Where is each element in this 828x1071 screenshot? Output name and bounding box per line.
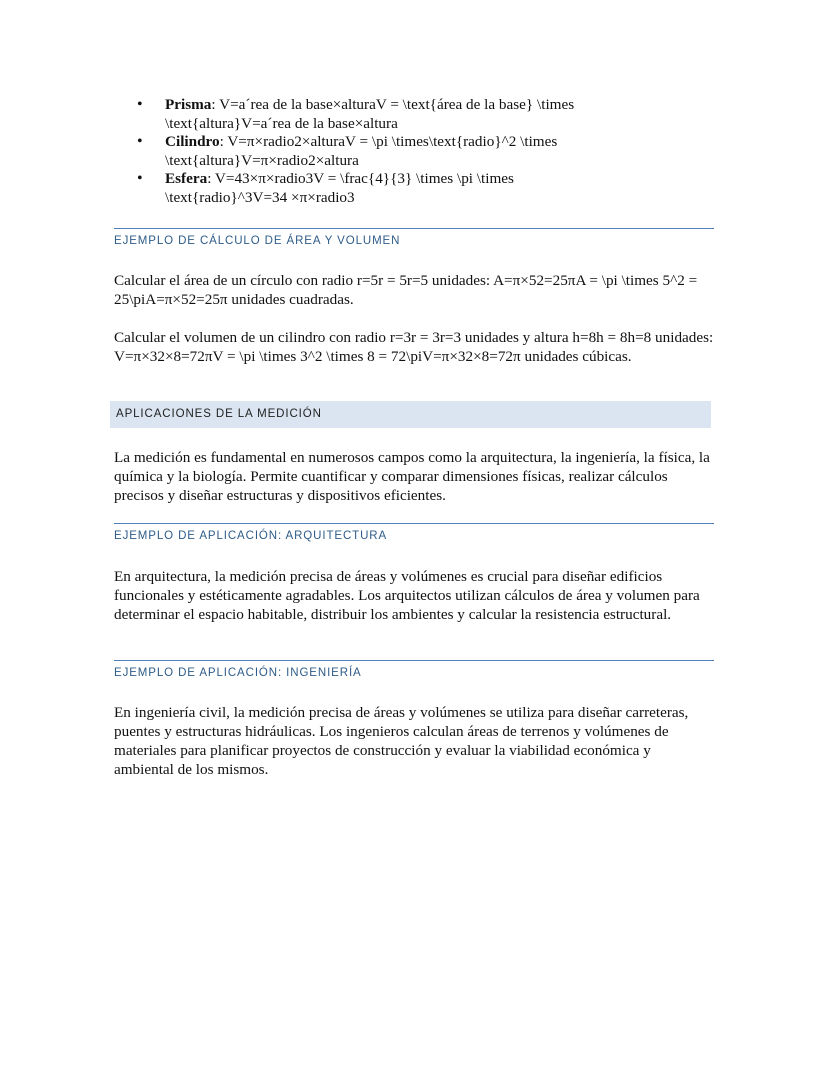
- formula-text: : V=π×radio2×alturaV = \pi \times\text{radio}^2 \times \text{altura}V=π×radio2×altura: [165, 133, 558, 169]
- paragraph-ingenieria: En ingeniería civil, la medición precisa de áreas y volúmenes se utiliza para diseñar carreteras, puentes y estructuras hidráulicas. Los ingenieros calculan áreas de terrenos y volúmenes de materiales para planificar proyectos de construcción y evaluar la viabilidad económica y ambiental de los mismos.: [114, 704, 689, 778]
- formula-name: Cilindro: [165, 133, 220, 151]
- list-item: [137, 133, 637, 170]
- section-heading-arquitectura: EJEMPLO DE APLICACIÓN: ARQUITECTURA: [114, 523, 714, 542]
- paragraph-aplicaciones: La medición es fundamental en numerosos campos como la arquitectura, la ingeniería, la física, la química y la biología. Permite cuantificar y comparar dimensiones físicas, realizar cálculos precisos y diseñar estructuras y dispositivos eficientes.: [114, 449, 710, 504]
- formula-name: Prisma: [165, 96, 212, 113]
- section-heading-calculo: EJEMPLO DE CÁLCULO DE ÁREA Y VOLUMEN: [114, 228, 714, 247]
- section-heading-ingenieria: EJEMPLO DE APLICACIÓN: INGENIERÍA: [114, 660, 714, 679]
- section-heading-aplicaciones: APLICACIONES DE LA MEDICIÓN: [110, 401, 711, 428]
- list-item: [137, 96, 637, 133]
- formula-text: : V=43×π×radio3V = \frac{4}{3} \times \pi \times \text{radio}^3V=34 ×π×radio3: [165, 170, 514, 206]
- paragraph-arquitectura: En arquitectura, la medición precisa de áreas y volúmenes es crucial para diseñar edificios funcionales y estéticamente agradables. Los arquitectos utilizan cálculos de área y volumen para determinar el espacio habitable, distribuir los ambientes y calcular la resistencia estructural.: [114, 568, 700, 623]
- formula-text: : V=a´rea de la base×alturaV = \text{área de la base} \times \text{altura}V=a´rea de la base×altura: [165, 96, 575, 132]
- formula-name: Esfera: [165, 170, 208, 188]
- list-item: [137, 170, 637, 207]
- paragraph-area-example: Calcular el área de un círculo con radio r=5r = 5r=5 unidades: A=π×52=25πA = \pi \times 5^2 = 25\piA=π×52=25π unidades cuadradas.: [114, 272, 698, 308]
- formula-list: [137, 96, 637, 208]
- paragraph-volume-example: Calcular el volumen de un cilindro con radio r=3r = 3r=3 unidades y altura h=8h = 8h=8 unidades: V=π×32×8=72πV = \pi \times 3^2 \times 8 = 72\piV=π×32×8=72π unidades cúbicas.: [114, 329, 714, 365]
